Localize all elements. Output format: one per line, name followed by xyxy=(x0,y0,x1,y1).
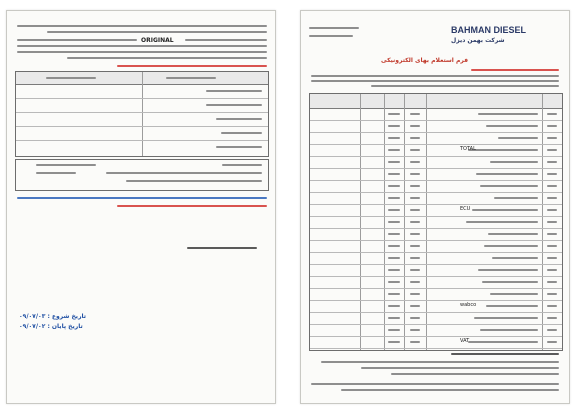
condition-line-3a xyxy=(17,39,137,41)
note-line-5 xyxy=(341,389,559,391)
form-page-1 xyxy=(300,10,570,404)
item-keyword: VAT xyxy=(460,338,470,344)
supplier-table-title xyxy=(117,65,267,67)
intro-line-3 xyxy=(371,85,559,87)
item-keyword: ECU xyxy=(460,206,471,212)
contact-info-line xyxy=(17,197,267,199)
form-page-2 xyxy=(6,10,276,404)
contact-block xyxy=(15,159,269,191)
condition-line-6 xyxy=(67,57,267,59)
items-table-header xyxy=(310,94,562,109)
end-date: تاریخ پایان : ۰۹/۰۷/۰۲ xyxy=(19,323,83,330)
company-logo: BAHMAN DIESEL xyxy=(451,25,527,35)
note-line-1 xyxy=(321,361,559,363)
note-line-4 xyxy=(311,383,559,385)
start-date: تاریخ شروع : ۰۹/۰۷/۰۳ xyxy=(19,313,87,320)
total-label xyxy=(451,353,559,355)
item-keyword: wabco xyxy=(460,302,477,308)
original-note: ORIGINAL xyxy=(141,37,174,44)
note-line-3 xyxy=(391,373,559,375)
intro-line-1 xyxy=(311,75,559,77)
item-keyword: TOTAL xyxy=(460,146,476,152)
letter-number xyxy=(309,27,359,29)
supplier-table xyxy=(15,71,269,157)
note-line-2 xyxy=(361,367,559,369)
letter-date xyxy=(309,35,353,37)
condition-line-5 xyxy=(17,51,267,53)
intro-line-2 xyxy=(311,80,559,82)
recipient-line xyxy=(471,69,559,71)
sales-unit-note xyxy=(117,205,267,207)
condition-line-4 xyxy=(17,45,267,47)
procurement-head-label xyxy=(187,247,257,249)
company-name: شرکت بهمن دیزل xyxy=(451,37,505,44)
condition-line-1 xyxy=(17,25,267,27)
items-table xyxy=(309,93,563,351)
form-title: فرم استعلام بهای الکترونیکی xyxy=(381,57,469,64)
condition-line-3b xyxy=(185,39,267,41)
item-row xyxy=(310,336,562,349)
condition-line-2 xyxy=(47,31,267,33)
